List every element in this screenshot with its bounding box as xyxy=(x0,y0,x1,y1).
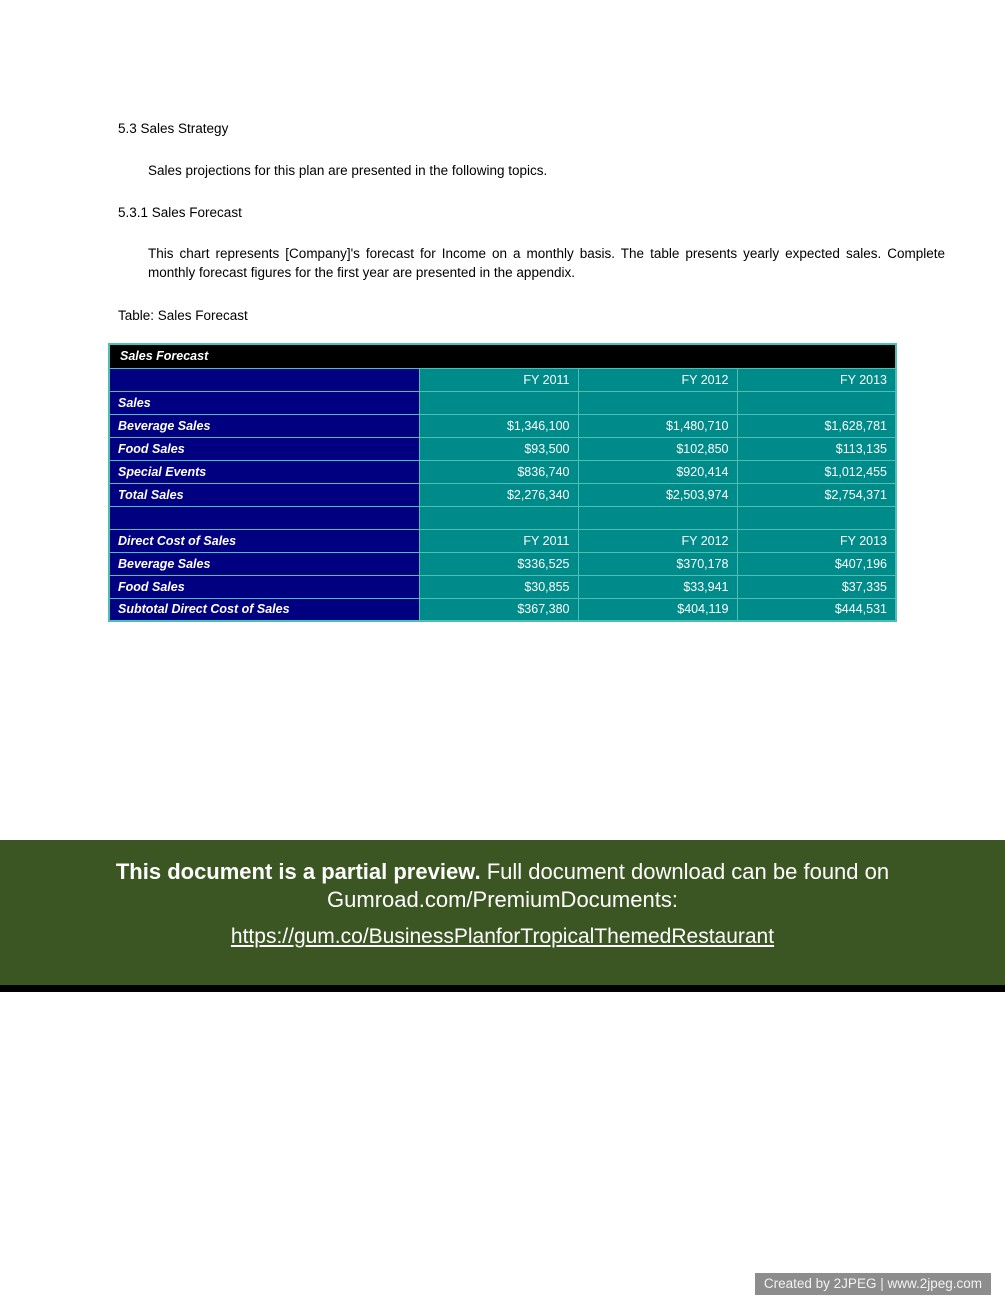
table-cell: FY 2013 xyxy=(737,529,896,552)
row-label xyxy=(109,506,419,529)
paragraph-forecast-description: This chart represents [Company]'s forecast for Income on a monthly basis. The table presents yearly expected sales. Complete monthly forecast figures for the first year are presented in the appendix. xyxy=(148,246,945,280)
banner-message-bold: This document is a partial preview. xyxy=(115,859,481,884)
table-row xyxy=(109,552,896,575)
row-label: Food Sales xyxy=(109,437,419,460)
table-cell xyxy=(419,391,578,414)
row-label: Total Sales xyxy=(109,483,419,506)
row-label xyxy=(109,368,419,391)
table-cell xyxy=(578,391,737,414)
table-cell: $336,525 xyxy=(419,552,578,575)
table-row xyxy=(109,483,896,506)
table-cell: $2,503,974 xyxy=(578,483,737,506)
row-label: Direct Cost of Sales xyxy=(109,529,419,552)
row-label: Food Sales xyxy=(109,575,419,598)
table-cell: $113,135 xyxy=(737,437,896,460)
table-cell xyxy=(578,506,737,529)
table-cell: $407,196 xyxy=(737,552,896,575)
table-cell: $367,380 xyxy=(419,598,578,621)
row-label: Subtotal Direct Cost of Sales xyxy=(109,598,419,621)
paragraph-sales-projections: Sales projections for this plan are presented in the following topics. xyxy=(148,163,548,178)
sales-forecast-table xyxy=(108,343,897,622)
table-cell: $93,500 xyxy=(419,437,578,460)
table-row xyxy=(109,506,896,529)
table-row xyxy=(109,414,896,437)
section-heading-sales-strategy: 5.3 Sales Strategy xyxy=(118,121,229,136)
table-cell: FY 2011 xyxy=(419,529,578,552)
row-label: Special Events xyxy=(109,460,419,483)
table-cell: $1,628,781 xyxy=(737,414,896,437)
row-label: Sales xyxy=(109,391,419,414)
table-cell: $920,414 xyxy=(578,460,737,483)
table-cell: $2,754,371 xyxy=(737,483,896,506)
table-cell: $102,850 xyxy=(578,437,737,460)
row-label: Beverage Sales xyxy=(109,414,419,437)
banner-bottom-strip xyxy=(0,985,1005,992)
table-row xyxy=(109,391,896,414)
table-cell: FY 2013 xyxy=(737,368,896,391)
table-cell: $33,941 xyxy=(578,575,737,598)
table-cell: $1,012,455 xyxy=(737,460,896,483)
row-label: Beverage Sales xyxy=(109,552,419,575)
gumroad-download-link[interactable]: https://gum.co/BusinessPlanforTropicalThemedRestaurant xyxy=(230,925,775,948)
sales-forecast-table-body xyxy=(109,368,896,621)
table-cell xyxy=(737,506,896,529)
table-title-row xyxy=(109,344,896,368)
table-row xyxy=(109,437,896,460)
preview-banner xyxy=(0,840,1005,985)
table-cell: $30,855 xyxy=(419,575,578,598)
table-cell: $1,480,710 xyxy=(578,414,737,437)
table-cell: $1,346,100 xyxy=(419,414,578,437)
banner-message xyxy=(0,840,1005,914)
table-cell: $370,178 xyxy=(578,552,737,575)
table-cell: $444,531 xyxy=(737,598,896,621)
table-cell: $37,335 xyxy=(737,575,896,598)
table-cell xyxy=(737,391,896,414)
table-cell: FY 2011 xyxy=(419,368,578,391)
table-cell: FY 2012 xyxy=(578,368,737,391)
table-caption: Table: Sales Forecast xyxy=(118,308,248,323)
table-row xyxy=(109,575,896,598)
creator-watermark: Created by 2JPEG | www.2jpeg.com xyxy=(755,1273,991,1295)
section-heading-sales-forecast: 5.3.1 Sales Forecast xyxy=(118,205,242,220)
banner-message-regular: Full document download can be found on Gumroad.com/PremiumDocuments: xyxy=(327,859,890,912)
table-row xyxy=(109,368,896,391)
table-row xyxy=(109,598,896,621)
table-cell: $2,276,340 xyxy=(419,483,578,506)
table-cell xyxy=(419,506,578,529)
table-title: Sales Forecast xyxy=(109,344,896,368)
table-row xyxy=(109,529,896,552)
table-cell: $404,119 xyxy=(578,598,737,621)
table-row xyxy=(109,460,896,483)
table-cell: $836,740 xyxy=(419,460,578,483)
table-cell: FY 2012 xyxy=(578,529,737,552)
